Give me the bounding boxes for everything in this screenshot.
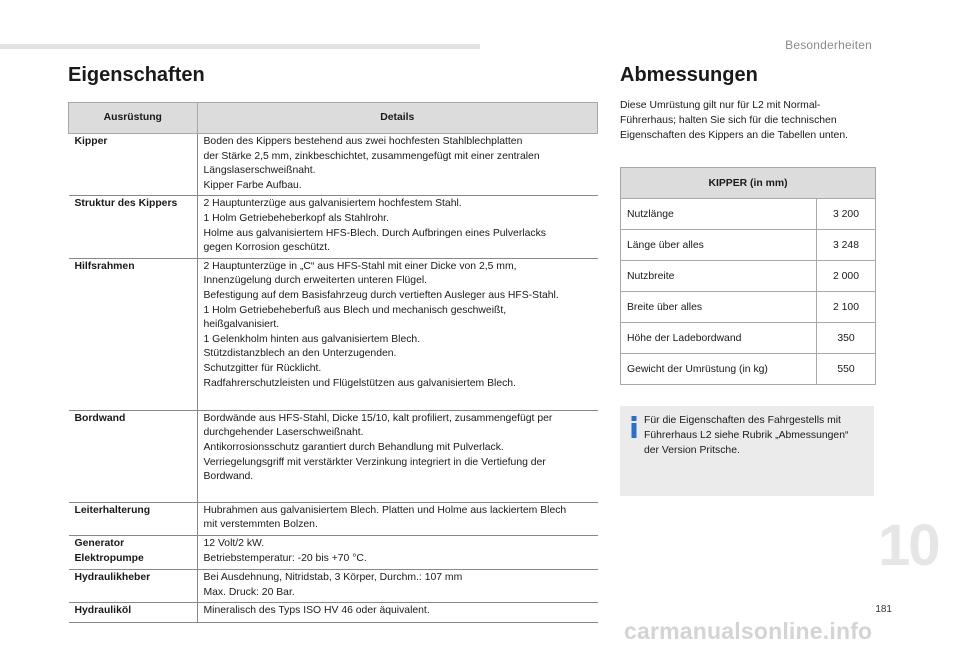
detail-line: 12 Volt/2 kW. [203, 537, 265, 549]
dimension-label: Gewicht der Umrüstung (in kg) [621, 354, 817, 385]
detail-line: Kipper Farbe Aufbau. [203, 179, 302, 191]
equipment-name: Generator Elektropumpe [69, 535, 198, 569]
dimension-row [621, 323, 876, 354]
detail-line: Bordwand. [203, 471, 254, 483]
dimension-value: 2 100 [817, 292, 876, 323]
dimension-label: Höhe der Ladebordwand [621, 323, 817, 354]
dimension-row [621, 292, 876, 323]
info-icon [629, 416, 639, 438]
detail-line: heißgalvanisiert. [203, 319, 280, 331]
table-row [69, 502, 598, 535]
dimensions-header-row [621, 168, 876, 199]
dimension-label: Länge über alles [621, 230, 817, 261]
equipment-details [197, 134, 598, 196]
section-label: Besonderheiten [785, 38, 872, 52]
dimension-value: 3 248 [817, 230, 876, 261]
detail-line: 1 Holm Getriebeheberfuß aus Blech und mechanisch geschweißt, [203, 304, 507, 316]
detail-line: 1 Gelenkholm hinten aus galvanisiertem Blech. [203, 333, 421, 345]
equipment-details [197, 502, 598, 535]
page-title: Eigenschaften [68, 64, 205, 86]
detail-line: der Stärke 2,5 mm, zinkbeschichtet, zusammengefügt mit einer zentralen [203, 150, 540, 162]
detail-line: Radfahrerschutzleisten und Flügelstützen aus galvanisiertem Blech. [203, 377, 516, 389]
table-row [69, 134, 598, 196]
dimension-row [621, 261, 876, 292]
equipment-name: Leiterhalterung [69, 502, 198, 535]
equipment-details [197, 196, 598, 258]
equipment-details [197, 569, 598, 602]
dimensions-table [620, 167, 876, 385]
table-row [69, 410, 598, 502]
detail-line: Hubrahmen aus galvanisiertem Blech. Platten und Holme aus lackiertem Blech [203, 504, 567, 516]
equipment-name: Hydrauliköl [69, 603, 198, 623]
dimension-label: Nutzlänge [621, 199, 817, 230]
equipment-details [197, 258, 598, 410]
detail-line: Bordwände aus HFS-Stahl, Dicke 15/10, kalt profiliert, zusammengefügt per [203, 412, 553, 424]
dimension-value: 550 [817, 354, 876, 385]
dimension-value: 3 200 [817, 199, 876, 230]
equipment-name: Struktur des Kippers [69, 196, 198, 258]
detail-line: Befestigung auf dem Basisfahrzeug durch vertieften Ausleger aus HFS-Stahl. [203, 289, 559, 301]
table-row [69, 535, 598, 569]
detail-line: Boden des Kippers bestehend aus zwei hochfesten Stahlblechplatten [203, 136, 523, 147]
equipment-details [197, 535, 598, 569]
detail-line: Verriegelungsgriff mit verstärkter Verzinkung integriert in die Vertiefung der [203, 456, 546, 468]
header-rule [0, 44, 480, 49]
detail-line: Holme aus galvanisiertem HFS-Blech. Durch Aufbringen eines Pulverlacks [203, 227, 546, 239]
dimension-row [621, 199, 876, 230]
dimension-label: Nutzbreite [621, 261, 817, 292]
detail-line: Innenzügelung durch erweiterten unteren Flügel. [203, 275, 428, 287]
dimensions-title: Abmessungen [620, 64, 758, 86]
equipment-name: Hydraulikheber [69, 569, 198, 602]
dimensions-table-body [621, 199, 876, 385]
detail-line: Max. Druck: 20 Bar. [203, 586, 295, 598]
detail-line: 2 Hauptunterzüge in „C“ aus HFS-Stahl mit einer Dicke von 2,5 mm, [203, 260, 517, 272]
detail-line: Mineralisch des Typs ISO HV 46 oder äquivalent. [203, 605, 430, 617]
detail-line: Längslaserschweißnaht. [203, 165, 316, 177]
dimension-row [621, 354, 876, 385]
watermark: carmanualsonline.info [624, 618, 873, 644]
detail-line: Stützdistanzblech an den Unterzugenden. [203, 348, 397, 360]
table-row [69, 196, 598, 258]
detail-line: Betriebstemperatur: -20 bis +70 °C. [203, 552, 367, 564]
page-number: 181 [875, 604, 892, 615]
table-header-row [69, 103, 598, 134]
equipment-details [197, 603, 598, 623]
detail-line: mit verstemmten Bolzen. [203, 519, 318, 531]
dimension-value: 350 [817, 323, 876, 354]
equipment-name: Bordwand [69, 410, 198, 502]
equipment-name: Kipper [69, 134, 198, 196]
detail-line: gegen Korrosion geschützt. [203, 242, 330, 254]
dimensions-header: KIPPER (in mm) [621, 168, 876, 199]
equipment-table-body [69, 134, 598, 623]
equipment-name: Hilfsrahmen [69, 258, 198, 410]
column-header-details: Details [197, 103, 598, 134]
dimensions-intro: Diese Umrüstung gilt nur für L2 mit Normal-Führerhaus; halten Sie sich für die technischen Eigenschaften des Kippers an die Tabellen unten. [620, 100, 848, 141]
dimension-row [621, 230, 876, 261]
detail-line: 1 Holm Getriebeheberkopf als Stahlrohr. [203, 212, 389, 224]
detail-line: Antikorrosionsschutz garantiert durch Behandlung mit Pulverlack. [203, 441, 504, 453]
info-box [620, 406, 874, 496]
dimension-value: 2 000 [817, 261, 876, 292]
table-row [69, 603, 598, 623]
table-row [69, 569, 598, 602]
dimension-label: Breite über alles [621, 292, 817, 323]
column-header-equipment: Ausrüstung [69, 103, 198, 134]
chapter-number: 10 [878, 513, 939, 578]
detail-line: Bei Ausdehnung, Nitridstab, 3 Körper, Durchm.: 107 mm [203, 571, 463, 583]
detail-line: Schutzgitter für Rücklicht. [203, 362, 322, 374]
detail-line: 2 Hauptunterzüge aus galvanisiertem hochfestem Stahl. [203, 198, 462, 210]
detail-line: durchgehender Laserschweißnaht. [203, 427, 364, 439]
equipment-table [68, 102, 598, 623]
equipment-details [197, 410, 598, 502]
table-row [69, 258, 598, 410]
info-text: Für die Eigenschaften des Fahrgestells mit Führerhaus L2 siehe Rubrik „Abmessungen“ der Version Pritsche. [644, 415, 849, 456]
